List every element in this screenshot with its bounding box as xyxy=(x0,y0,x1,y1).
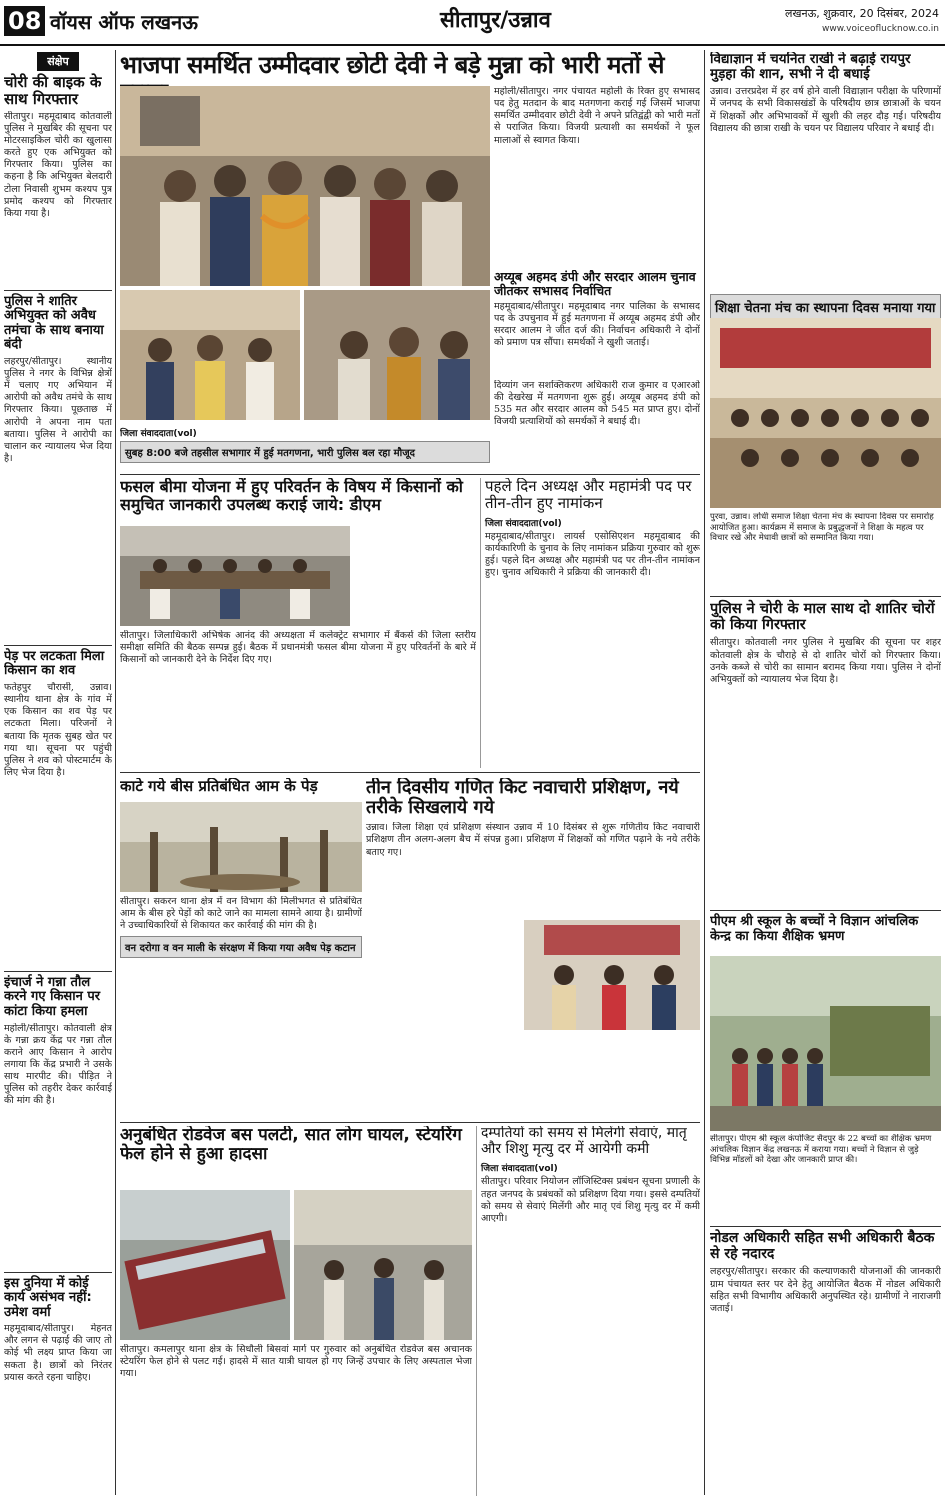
lead-lower xyxy=(120,424,490,472)
lead-headline: भाजपा समर्थित उम्मीदवार छोटी देवी ने बड़े मुन्ना को भारी मतों से xyxy=(120,52,664,79)
adhyaksh-title: पहले दिन अध्यक्ष और महामंत्री पद पर तीन-तीन हुए नामांकन xyxy=(485,478,692,512)
pmshri-story xyxy=(710,910,941,950)
lead-byline: जिला संवाददाता(vol) xyxy=(120,429,197,439)
nodal-body: लहरपुर/सीतापुर। सरकार की कल्याणकारी योजनाओं की जानकारी ग्राम पंचायत स्तर पर देने हेतु आयोजित बैठक में नोडल अधिकारी सहित सभी विभागीय अधिकारी अनुपस्थित रहे। ग्रामीणों ने नाराजगी जताई। xyxy=(710,1266,941,1314)
pmshri-photo xyxy=(710,956,941,1131)
brief-3-body: फतेहपुर चौरासी, उन्नाव। स्थानीय थाना क्षेत्र के गांव में एक किसान का शव पेड़ पर लटकता मिला। परिजनों ने बताया कि मृतक सुबह खेत पर गया था। सूचना पर पहुंची पुलिस ने शव को पोस्टमार्टम के लिए भेज दिया है। xyxy=(4,681,112,778)
brief-1-title: चोरी की बाइक के साथ गिरफ्तार xyxy=(4,73,102,108)
shiksha-title: शिक्षा चेतना मंच का स्थापना दिवस मनाया गया xyxy=(710,294,941,320)
brief-2-title: पुलिस ने शातिर अभियुक्त को अवैध तमंचा के साथ बनाया बंदी xyxy=(4,293,104,353)
lead-quote: सुबह 8:00 बजे तहसील सभागार में हुई मतगणना, भारी पुलिस बल रहा मौजूद xyxy=(120,441,490,463)
ayub-body-2-wrap xyxy=(494,380,700,472)
lead-photo xyxy=(120,86,490,286)
brief-5-title: इस दुनिया में कोई कार्य असंभव नहीं: उमेश वर्मा xyxy=(4,1275,92,1320)
dampati-story xyxy=(476,1126,700,1496)
roadways-body: सीतापुर। कमलापुर थाना क्षेत्र के सिधौली बिसवां मार्ग पर गुरुवार को अनुबंधित रोडवेज बस अचानक स्टेयरिंग फेल होने से पलट गई। हादसे में सात यात्री घायल हो गए जिन्हें उपचार के लिए अस्पताल भेजा गया। xyxy=(120,1344,472,1380)
fasal-photo xyxy=(120,526,350,626)
aam-quote: वन दरोगा व वन माली के संरक्षण में किया गया अवैध पेड़ कटान xyxy=(120,936,362,958)
ayub-body: महमूदाबाद/सीतापुर। महमूदाबाद नगर पालिका के सभासद पद के उपचुनाव में हुई मतगणना में अय्यूब अहमद डंपी और सरदार आलम ने जीत दर्ज की। निर्वाचन अधिकारी ने दोनों को प्रमाण पत्र सौंपा। समर्थकों ने खुशी जताई। xyxy=(494,301,700,349)
roadways-title: अनुबंधित रोडवेज बस पलटी, सात लोग घायल, स्टेयरिंग फेल होने से हुआ हादसा xyxy=(120,1126,462,1165)
shiksha-photo xyxy=(710,318,941,508)
shiksha-caption-wrap xyxy=(710,512,941,592)
vidyagyan-body: उन्नाव। उत्तरप्रदेश में हर वर्ष होने वाली विद्याज्ञान परीक्षा के परिणामों में जनपद के सभी विकासखंडों के परिषदीय छात्र छात्राओं के चयन में शिक्षकों और अभिभावकों में खुशी की लहर दौड़ गई। परिषदीय विद्यालय की छात्रा राखी के चयन पर विद्यालय परिवार ने बधाई दी। xyxy=(710,86,941,134)
brief-5-body: महमूदाबाद/सीतापुर। मेहनत और लगन से पढ़ाई की जाए तो कोई भी लक्ष्य प्राप्त किया जा सकता है। छात्रों को निरंतर प्रयास करते रहना चाहिए। xyxy=(4,1323,112,1383)
roadways-body-wrap xyxy=(120,1344,472,1494)
roadways-photo xyxy=(120,1190,290,1340)
dampati-title: दम्पतियों को समय से मिलेंगी सेवाएं, मातृ और शिशु मृत्यु दर में आयेगी कमी xyxy=(481,1126,687,1157)
vidyagyan-title: विद्याज्ञान में चयनित राखी ने बढ़ाई रायपुर मुड़हा की शान, सभी ने दी बधाई xyxy=(710,52,911,83)
section-title: सीतापुर/उन्नाव xyxy=(440,8,551,33)
lead-body-right xyxy=(494,86,700,276)
ganit-body: उन्नाव। जिला शिक्षा एवं प्रशिक्षण संस्थान उन्नाव में 10 दिसंबर से शुरू गणितीय किट नवाचारी प्रशिक्षण तीन अलग-अलग बैच में संपन्न हुआ। प्रशिक्षण में शिक्षकों को गणित पढ़ाने के नये तरीके बताए गए। xyxy=(366,822,700,858)
lead-body: महोली/सीतापुर। नगर पंचायत महोली के रिक्त हुए सभासद पद हेतु मतदान के बाद मतगणना कराई गई जिसमें भाजपा समर्थित उम्मीदवार छोटी देवी ने अपने प्रतिद्वंद्वी को भारी मतों से पराजित किया। विजयी प्रत्याशी का समर्थकों ने फूल मालाओं से स्वागत किया। xyxy=(494,86,700,146)
pmshri-title: पीएम श्री स्कूल के बच्चों ने विज्ञान आंचलिक केन्द्र का किया शैक्षिक भ्रमण xyxy=(710,914,919,944)
pmshri-caption: सीतापुर। पीएम श्री स्कूल कंपोजिट सैदपुर के 22 बच्चों का शैक्षिक भ्रमण आंचलिक विज्ञान केंद्र लखनऊ में कराया गया। बच्चों ने विज्ञान से जुड़े विभिन्न मॉडलों को देखा और जानकारी प्राप्त की। xyxy=(710,1134,932,1166)
website: www.voiceoflucknow.co.in xyxy=(822,24,939,34)
lead-photo-2 xyxy=(120,290,300,420)
police-story xyxy=(710,596,941,906)
dampati-body: सीतापुर। परिवार नियोजन लॉजिस्टिक्स प्रबंधन सूचना प्रणाली के तहत जनपद के प्रबंधकों को प्रशिक्षण दिया गया। इससे दम्पतियों को समय से सेवाएं मिलेंगी और मातृ एवं शिशु मृत्यु दर में कमी आएगी। xyxy=(481,1176,700,1224)
aam-title: काटे गये बीस प्रतिबंधित आम के पेड़ xyxy=(120,778,318,795)
roadways-photo-2 xyxy=(294,1190,472,1340)
aam-body-wrap xyxy=(120,896,362,1118)
adhyaksh-story xyxy=(480,478,700,768)
lead-photo-3 xyxy=(304,290,490,420)
nodal-story xyxy=(710,1226,941,1496)
ganit-title: तीन दिवसीय गणित किट नवाचारी प्रशिक्षण, नये तरीके सिखलाये गये xyxy=(366,778,679,819)
fasal-body-wrap xyxy=(120,630,476,768)
police-title: पुलिस ने चोरी के माल साथ दो शातिर चोरों को किया गिरफ्तार xyxy=(710,601,935,634)
police-body: सीतापुर। कोतवाली नगर पुलिस ने मुखबिर की सूचना पर शहर कोतवाली क्षेत्र के चौराहे से दो शातिर चोरों को गिरफ्तार किया। उनके कब्जे से चोरी का सामान बरामद किया गया। पुलिस ने दोनों अभियुक्तों को न्यायालय भेज दिया है। xyxy=(710,637,941,685)
vidyagyan-story xyxy=(710,52,941,292)
fasal-body: सीतापुर। जिलाधिकारी अभिषेक आनंद की अध्यक्षता में कलेक्ट्रेट सभागार में बैंकर्स की जिला स्तरीय समीक्षा समिति की बैठक सम्पन्न हुई। बैठक में प्रधानमंत्री फसल बीमा योजना में हुए परिवर्तनों के बारे में किसानों को जानकारी देने के निर्देश दिए गए। xyxy=(120,630,476,666)
fasal-title: फसल बीमा योजना में हुए परिवर्तन के विषय में किसानों को समुचित जानकारी उपलब्ध कराई जाये: डीएम xyxy=(120,478,463,514)
ayub-body-2: दिव्यांग जन सशक्तिकरण अधिकारी राज कुमार व एआरओ की देखरेख में मतगणना शुरू हुई। अय्यूब अहमद डंपी को 535 मत और सरदार आलम को 545 मत प्राप्त हुए। दोनों विजयी प्रत्याशियों को समर्थकों ने बधाई दी। xyxy=(494,380,700,428)
brand-name: वॉयस ऑफ लखनऊ xyxy=(50,10,198,34)
shiksha-caption: पुरवा, उन्नाव। लोधी समाज शिक्षा चेतना मंच के स्थापना दिवस पर समारोह आयोजित हुआ। कार्यक्रम में समाज के प्रबुद्धजनों ने शिक्षा के महत्व पर विचार रखे और मेधावी छात्रों को सम्मानित किया गया। xyxy=(710,512,934,544)
ayub-title: अय्यूब अहमद डंपी और सरदार आलम चुनाव जीतकर सभासद निर्वाचित xyxy=(494,270,696,298)
masthead xyxy=(0,0,945,46)
ganit-photo xyxy=(524,920,700,1030)
brief-4-title: इंचार्ज ने गन्ना तौल करने गए किसान पर कांटा किया हमला xyxy=(4,974,101,1019)
briefs-column xyxy=(4,50,116,1495)
brief-2-body: लहरपुर/सीतापुर। स्थानीय पुलिस ने नगर के विभिन्न क्षेत्रों में चलाए गए अभियान में आरोपी को अवैध तमंचे के साथ गिरफ्तार किया। पूछताछ में आरोपी ने अपना नाम पता बताया। पुलिस ने आरोपी का चालान कर न्यायालय भेज दिया है। xyxy=(4,355,112,465)
aam-photo xyxy=(120,802,362,892)
adhyaksh-byline: जिला संवाददाता(vol) xyxy=(485,518,562,529)
brief-4-body: महोली/सीतापुर। कोतवाली क्षेत्र के गन्ना क्रय केंद्र पर गन्ना तौल कराने आए किसान ने आरोप लगाया कि केंद्र प्रभारी ने उसके साथ मारपीट की। पीड़ित ने पुलिस को तहरीर देकर कार्रवाई की मांग की है। xyxy=(4,1022,112,1107)
page-number: 08 xyxy=(4,6,45,36)
brief-1-body: सीतापुर। महमूदाबाद कोतवाली पुलिस ने मुखबिर की सूचना पर मोटरसाइकिल चोरी का खुलासा करते हुए एक अभियुक्त को गिरफ्तार किया। पुलिस का कहना है कि अभियुक्त बेलदारी टोला निवासी शुभम कश्यप पुत्र प्रमोद कश्यप को गिरफ्तार किया गया है। xyxy=(4,110,112,219)
aam-body: सीतापुर। सकरन थाना क्षेत्र में वन विभाग की मिलीभगत से प्रतिबंधित आम के बीस हरे पेड़ों को काटे जाने का मामला सामने आया है। ग्रामीणों ने उच्चाधिकारियों से शिकायत कर कार्रवाई की मांग की है। xyxy=(120,896,362,932)
adhyaksh-body: महमूदाबाद/सीतापुर। लायर्स एसोसिएशन महमूदाबाद की कार्यकारिणी के चुनाव के लिए नामांकन प्रक्रिया गुरुवार को शुरू हुई। पहले दिन अध्यक्ष और महामंत्री पद पर तीन-तीन नामांकन हुए। चुनाव अधिकारी ने प्रक्रिया की जानकारी दी। xyxy=(485,530,700,579)
dampati-byline: जिला संवाददाता(vol) xyxy=(481,1164,558,1175)
dateline: लखनऊ, शुक्रवार, 20 दिसंबर, 2024 xyxy=(785,7,939,20)
nodal-title: नोडल अधिकारी सहित सभी अधिकारी बैठक से रहे नदारद xyxy=(710,1230,935,1262)
briefs-tag: संक्षेप xyxy=(37,52,79,71)
brief-3-title: पेड़ पर लटकता मिला किसान का शव xyxy=(4,648,105,679)
pmshri-caption-wrap xyxy=(710,1134,941,1224)
